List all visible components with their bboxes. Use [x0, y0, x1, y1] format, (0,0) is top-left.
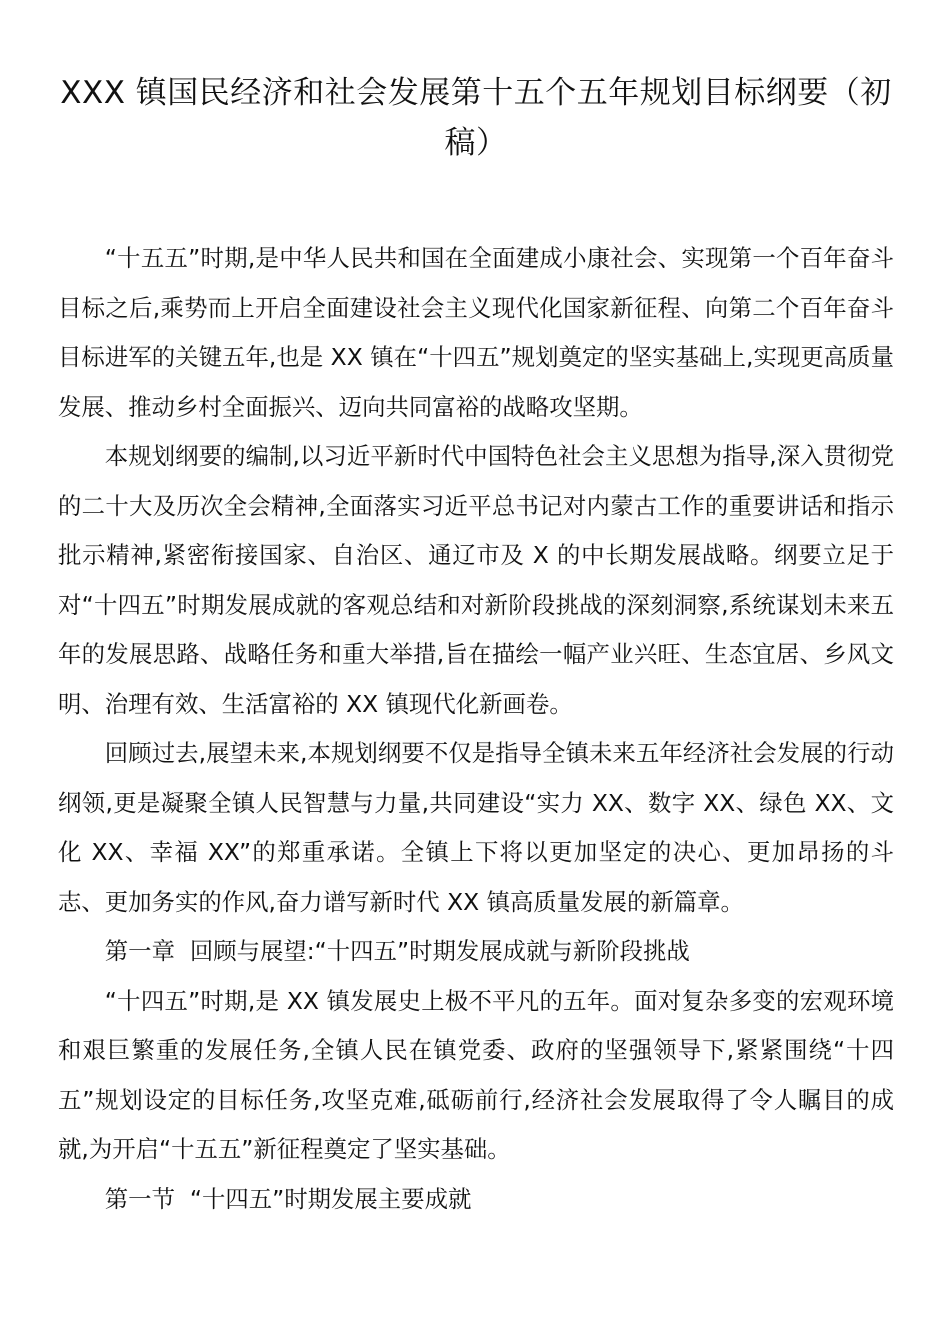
intro-paragraph-2: 本规划纲要的编制,以习近平新时代中国特色社会主义思想为指导,深入贯彻党的二十大及历次全会精神,全面落实习近平总书记对内蒙古工作的重要讲话和指示批示精神,紧密衔接国家、自治区、通辽市及 X 的中长期发展战略。纲要立足于对“十四五”时期发展成就的客观总结和对新阶段挑战的深刻洞察,系统谋划未来五年的发展思路、战略任务和重大举措,旨在描绘一幅产业兴旺、生态宜居、乡风文明、治理有效、生活富裕的 XX 镇现代化新画卷。: [58, 442, 894, 718]
chapter-1-heading: 第一章 回顾与展望:“十四五”时期发展成就与新阶段挑战: [104, 937, 690, 965]
intro-paragraph-1: “十五五”时期,是中华人民共和国在全面建成小康社会、实现第一个百年奋斗目标之后,乘势而上开启全面建设社会主义现代化国家新征程、向第二个百年奋斗目标进军的关键五年,也是 XX 镇在“十四五”规划奠定的坚实基础上,实现更高质量发展、推动乡村全面振兴、迈向共同富裕的战略攻坚期。: [58, 244, 894, 421]
document-page: [58, 68, 894, 1224]
section-1-heading: 第一节 “十四五”时期发展主要成就: [104, 1184, 472, 1213]
document-title: XXX 镇国民经济和社会发展第十五个五年规划目标纲要（初稿）: [60, 75, 892, 161]
chapter-1-paragraph: “十四五”时期,是 XX 镇发展史上极不平凡的五年。面对复杂多变的宏观环境和艰巨繁重的发展任务,全镇人民在镇党委、政府的坚强领导下,紧紧围绕“十四五”规划设定的目标任务,攻坚克难,砥砺前行,经济社会发展取得了令人瞩目的成就,为开启“十五五”新征程奠定了坚实基础。: [58, 986, 894, 1163]
intro-paragraph-3: 回顾过去,展望未来,本规划纲要不仅是指导全镇未来五年经济社会发展的行动纲领,更是凝聚全镇人民智慧与力量,共同建设“实力 XX、数字 XX、绿色 XX、文化 XX、幸福 XX”的郑重承诺。全镇上下将以更加坚定的决心、更加昂扬的斗志、更加务实的作风,奋力谱写新时代 XX 镇高质量发展的新篇章。: [58, 739, 894, 916]
